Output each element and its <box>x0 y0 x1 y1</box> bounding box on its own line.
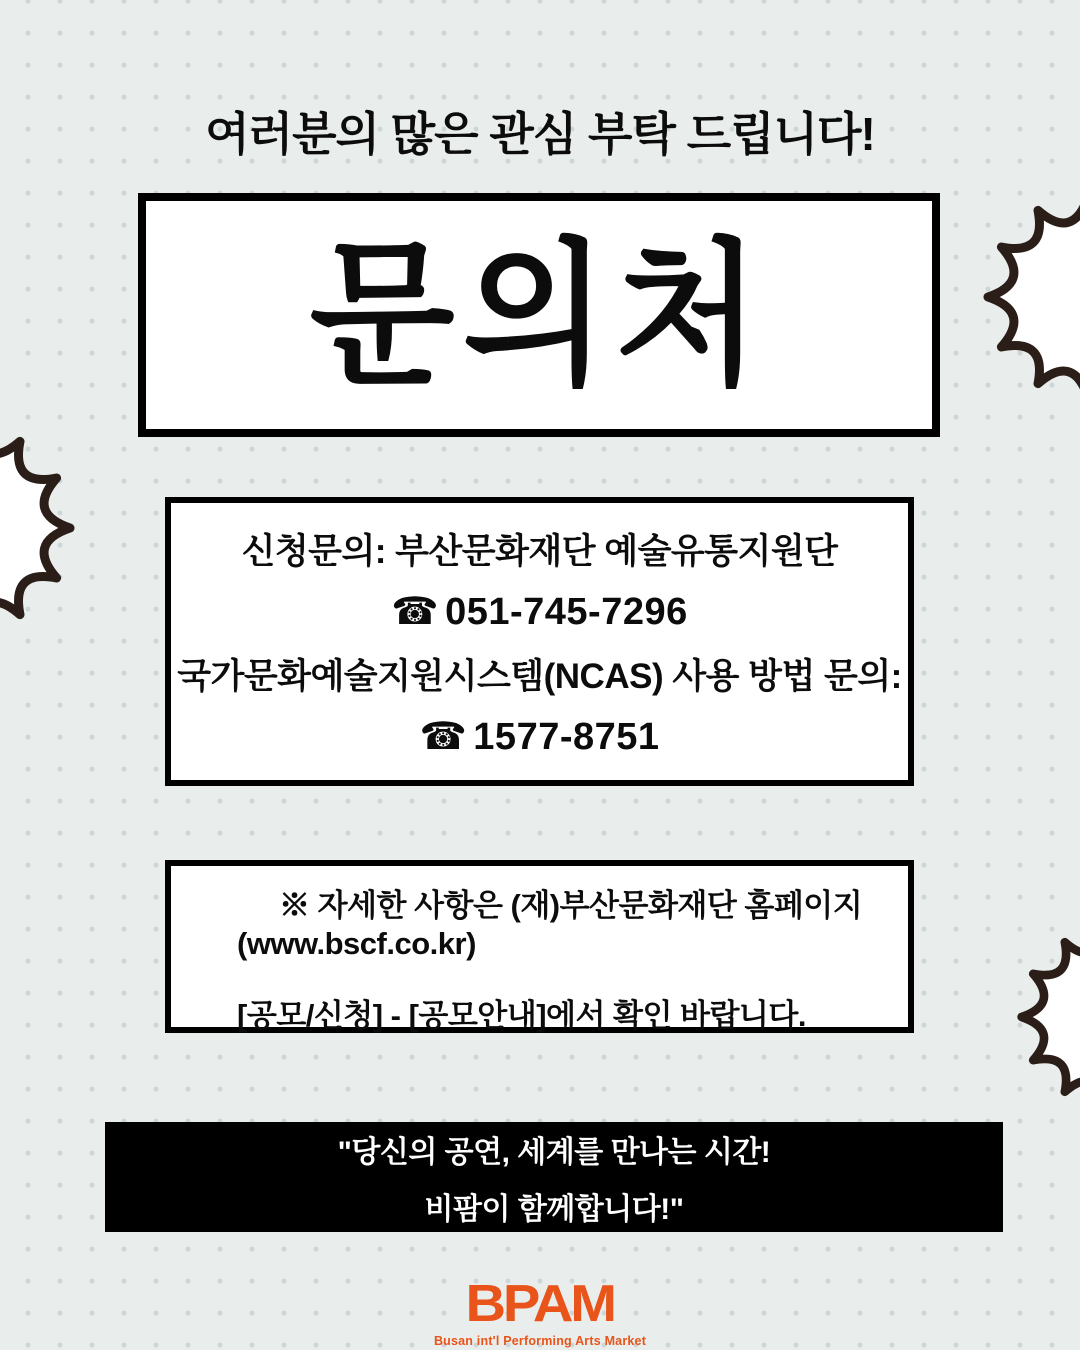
starburst-icon <box>1013 922 1080 1112</box>
starburst-icon <box>0 418 80 638</box>
headline-text: 여러분의 많은 관심 부탁 드립니다! <box>205 108 875 160</box>
contact-line-ncas: 국가문화예술지원시스템(NCAS) 사용 방법 문의: <box>177 657 902 696</box>
info-line-menu-path: [공모/신청] - [공모안내]에서 확인 바랍니다. <box>237 997 806 1033</box>
phone-number-2 <box>419 714 659 759</box>
slogan-line-2: 비팜이 함께합니다!" <box>424 1192 684 1226</box>
slogan-banner <box>105 1122 1003 1232</box>
slogan-line-1: "당신의 공연, 세계를 만나는 시간! <box>337 1135 771 1169</box>
phone-number-1 <box>391 589 688 634</box>
phone-icon: ☎ <box>391 591 440 633</box>
phone-number-1-value: 051-745-7296 <box>445 591 688 633</box>
bpam-wordmark: BPAM <box>465 1275 615 1333</box>
website-url: (www.bscf.co.kr) <box>237 925 476 961</box>
contact-box <box>165 497 914 786</box>
title-box <box>138 193 940 437</box>
info-box <box>165 860 914 1033</box>
phone-icon: ☎ <box>419 716 468 758</box>
phone-number-2-value: 1577-8751 <box>473 716 660 758</box>
bpam-logo <box>0 1275 1080 1348</box>
info-line-homepage: ※ 자세한 사항은 (재)부산문화재단 홈페이지 <box>279 888 863 923</box>
page-title: 문의처 <box>309 226 769 404</box>
bpam-tagline: Busan int'l Performing Arts Market <box>433 1334 647 1348</box>
starburst-icon <box>978 187 1080 407</box>
contact-line-apply: 신청문의: 부산문화재단 예술유통지원단 <box>241 532 838 571</box>
